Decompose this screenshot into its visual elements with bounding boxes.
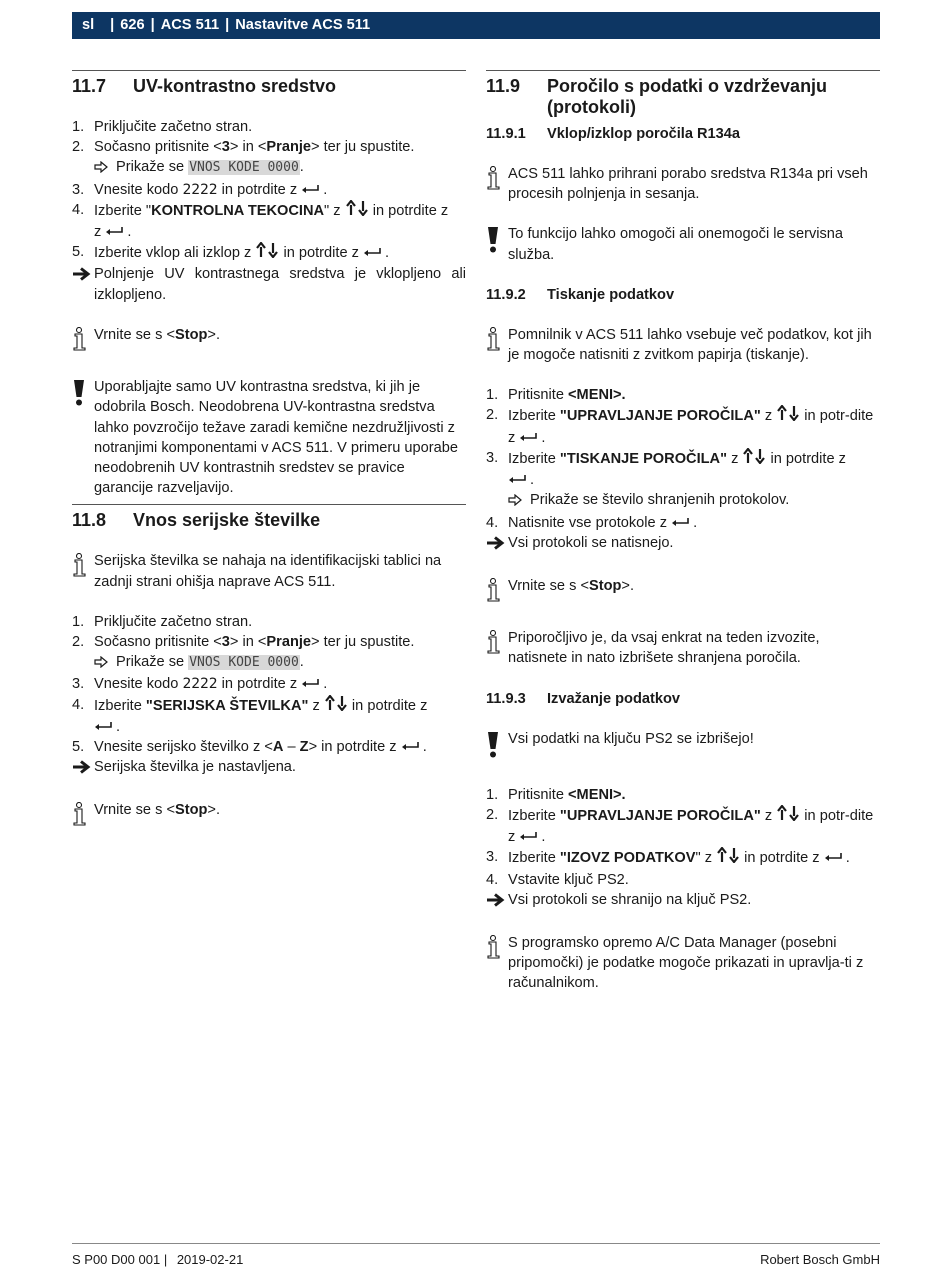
header-page-number: 626	[120, 17, 145, 34]
footer-doc-number: S P00 D00 001	[72, 1252, 161, 1267]
section-11-9-heading: 11.9 Poročilo s podatki o vzdrževanju (protokoli)	[486, 76, 828, 117]
exclamation-icon	[486, 224, 508, 260]
header-title: Nastavitve ACS 511	[235, 17, 371, 34]
result-item: Polnjenje UV kontrastnega sredstva je vklopljeno ali izklopljeno.	[72, 264, 466, 304]
enter-key-icon	[105, 222, 123, 242]
info-note: ACS 511 lahko prihrani porabo sredstva R134a pri vseh procesih polnjenja in sesanja.	[486, 164, 880, 204]
info-note: Pomnilnik v ACS 511 lahko vsebuje več podatkov, kot jih je mogoče natisniti z zvitkom papirja (tiskanje).	[486, 325, 880, 365]
list-item: 2. Izberite "UPRAVLJANJE POROČILA" z in potr-dite z .	[486, 805, 880, 847]
list-item: 4. Natisnite vse protokole z .	[486, 513, 880, 533]
enter-key-icon	[401, 737, 419, 757]
enter-key-icon	[363, 243, 381, 263]
info-note: Vrnite se s <Stop>.	[72, 800, 466, 832]
right-column	[486, 70, 880, 994]
result-arrow-icon	[486, 533, 508, 556]
hollow-arrow-icon	[94, 157, 116, 179]
list-item-result: Prikaže se število shranjenih protokolov.	[486, 490, 880, 512]
list-item-result: Prikaže se VNOS KODE 0000.	[72, 157, 466, 179]
info-icon	[72, 325, 94, 357]
enter-key-icon	[301, 674, 319, 694]
footer-company: Robert Bosch GmbH	[760, 1252, 880, 1267]
info-icon	[72, 551, 94, 583]
enter-key-icon	[519, 827, 537, 847]
list-item: 1. Pritisnite <MENI>.	[486, 387, 626, 404]
list-item: 4. Vstavite ključ PS2.	[486, 871, 629, 888]
info-note: Priporočljivo je, da vsaj enkrat na teden izvozite, natisnete in nato izbrišete shranjena poročila.	[486, 628, 880, 668]
hollow-arrow-icon	[94, 652, 116, 674]
footer-date: 2019-02-21	[176, 1252, 244, 1267]
lcd-display-text: VNOS KODE 0000	[189, 160, 299, 176]
info-icon	[72, 800, 94, 832]
list-item: 2. Izberite "UPRAVLJANJE POROČILA" z in potr-dite z .	[486, 405, 880, 447]
section-11-8-heading: 11.8 Vnos serijske številke	[72, 510, 321, 531]
section-11-7-heading: 11.7 UV-kontrastno sredstvo	[72, 76, 337, 96]
info-icon	[486, 628, 508, 660]
result-item: Vsi protokoli se shranijo na ključ PS2.	[486, 890, 880, 913]
subsection-11-9-2-heading: 11.9.2 Tiskanje podatkov	[486, 286, 675, 303]
info-note: Vrnite se s <Stop>.	[486, 576, 880, 608]
enter-key-icon	[824, 848, 842, 868]
info-icon	[486, 325, 508, 357]
enter-key-icon	[508, 470, 526, 490]
footer-doc-info: S P00 D00 001 | 2019-02-21	[72, 1252, 244, 1267]
subsection-11-9-1-heading: 11.9.1 Vklop/izklop poročila R134a	[486, 126, 741, 142]
result-arrow-icon	[486, 890, 508, 913]
page-header: sl | 626 | ACS 511 | Nastavitve ACS 511	[72, 12, 880, 39]
exclamation-icon	[486, 729, 508, 765]
left-column	[72, 70, 466, 833]
up-down-arrows-icon	[742, 448, 766, 470]
list-item-result: Prikaže se VNOS KODE 0000.	[72, 652, 466, 674]
hollow-arrow-icon	[508, 490, 530, 512]
exclamation-icon	[72, 377, 94, 413]
list-item: 5. Izberite vklop ali izklop z in potrdite z .	[72, 242, 466, 264]
result-item: Vsi protokoli se natisnejo.	[486, 533, 880, 556]
up-down-arrows-icon	[776, 405, 800, 427]
enter-key-icon	[94, 717, 112, 737]
list-item: 4. Izberite "KONTROLNA TEKOCINA" z in potrdite z z .	[72, 200, 466, 242]
warning-note: To funkcijo lahko omogoči ali onemogoči le servisna služba.	[486, 224, 880, 264]
info-note: Vrnite se s <Stop>.	[72, 325, 466, 357]
list-item: 3. Vnesite kodo 2222 in potrdite z .	[72, 674, 466, 694]
up-down-arrows-icon	[255, 242, 279, 264]
list-item: 3. Izberite "IZOVZ PODATKOV" z in potrdite z .	[486, 847, 880, 869]
result-arrow-icon	[72, 264, 94, 287]
up-down-arrows-icon	[716, 847, 740, 869]
warning-note: Vsi podatki na ključu PS2 se izbrišejo!	[486, 729, 880, 765]
info-note: Serijska številka se nahaja na identifikacijski tablici na zadnji strani ohišja naprave ACS 511.	[72, 551, 466, 591]
info-icon	[486, 164, 508, 196]
info-icon	[486, 576, 508, 608]
info-note: S programsko opremo A/C Data Manager (posebni pripomočki) je podatke mogoče prikazati in upravlja-ti z računalnikom.	[486, 933, 880, 994]
enter-key-icon	[519, 428, 537, 448]
list-item: 1. Priključite začetno stran.	[72, 613, 253, 630]
list-item: 2. Sočasno pritisnite <3> in <Pranje> ter ju spustite.	[72, 139, 415, 156]
list-item: 4. Izberite "SERIJSKA ŠTEVILKA" z in potrdite z .	[72, 695, 466, 737]
up-down-arrows-icon	[324, 695, 348, 717]
up-down-arrows-icon	[776, 805, 800, 827]
header-lang: sl	[82, 17, 95, 34]
info-icon	[486, 933, 508, 965]
up-down-arrows-icon	[345, 200, 369, 222]
warning-note: Uporabljajte samo UV kontrastna sredstva, ki jih je odobrila Bosch. Neodobrena UV-kontrastna sredstva lahko povzročijo težave zaradi kemične nezdružljivosti z notranjimi komponentami v ACS 511. V primeru uporabe neodobrenih UV kontrastnih sredstev se pravice garancije razveljavijo.	[72, 377, 466, 498]
list-item: 1. Pritisnite <MENI>.	[486, 786, 626, 803]
subsection-11-9-3-heading: 11.9.3 Izvažanje podatkov	[486, 690, 681, 707]
enter-key-icon	[301, 180, 319, 200]
list-item: 5. Vnesite serijsko številko z <A – Z> in potrdite z .	[72, 737, 466, 757]
list-item: 3. Izberite "TISKANJE POROČILA" z in potrdite z .	[486, 448, 880, 490]
lcd-display-text: VNOS KODE 0000	[189, 655, 299, 671]
enter-key-icon	[671, 513, 689, 533]
result-arrow-icon	[72, 757, 94, 780]
header-product: ACS 511	[160, 17, 220, 34]
list-item: 2. Sočasno pritisnite <3> in <Pranje> ter ju spustite.	[72, 633, 415, 650]
result-item: Serijska številka je nastavljena.	[72, 757, 466, 780]
list-item: 1. Priključite začetno stran.	[72, 119, 253, 135]
list-item: 3. Vnesite kodo 2222 in potrdite z .	[72, 180, 466, 200]
footer-rule	[72, 1243, 880, 1244]
